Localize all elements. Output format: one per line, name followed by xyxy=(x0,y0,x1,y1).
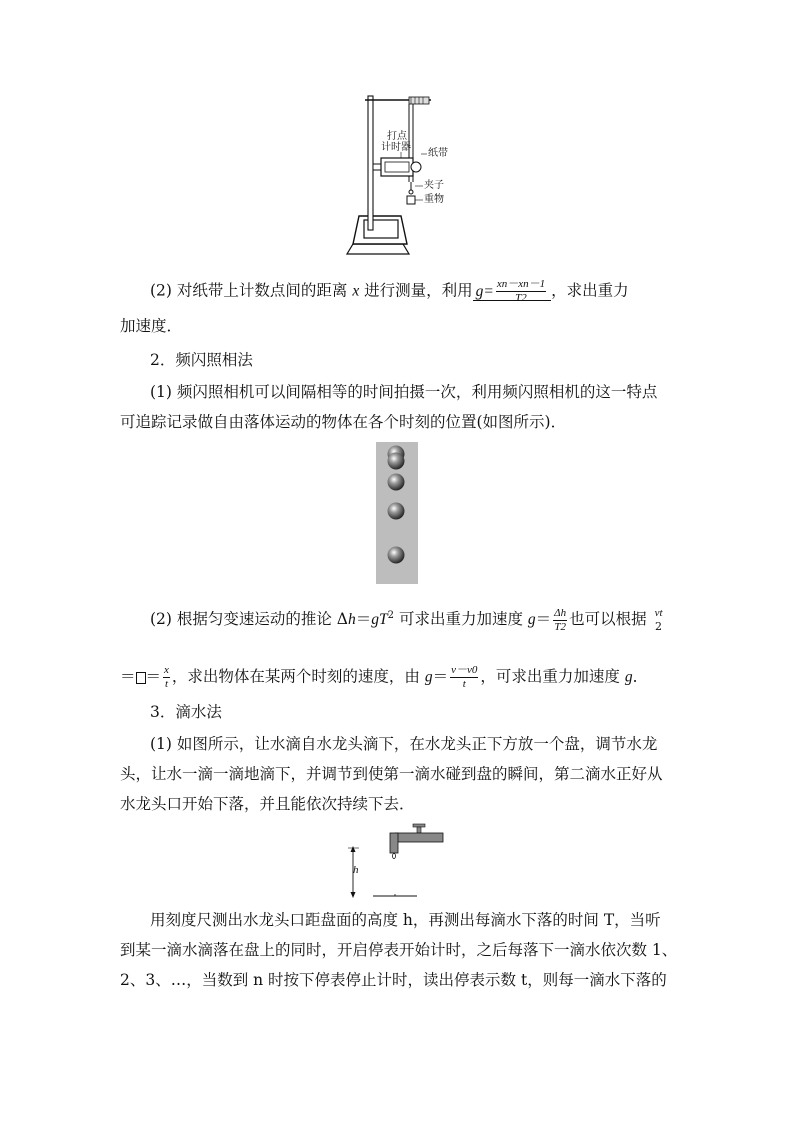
para1-prefix: (2) 对纸带上计数点间的距离 xyxy=(150,281,353,300)
formula-num: xn－xn－1 xyxy=(496,278,546,290)
ball-3 xyxy=(388,474,405,491)
var-x: x xyxy=(352,282,360,300)
ball-2 xyxy=(388,453,405,470)
section2-p2-line2 xyxy=(120,664,648,691)
p2-eq3: ＝ xyxy=(432,667,449,686)
section3-p1-line2: 头，让水一滴一滴地滴下，并调节到使第一滴水碰到盘的瞬间，第二滴水正好从 xyxy=(120,765,663,783)
ball-4 xyxy=(388,503,405,520)
dripping-tap-figure xyxy=(345,822,455,900)
p2-text-b: 可求出重力加速度 xyxy=(394,610,528,629)
section2-p2-line1 xyxy=(150,606,666,634)
p2-fraction xyxy=(553,607,567,634)
formula-den: T2 xyxy=(496,291,546,305)
section2-p1-line1: (1) 频闪照相机可以间隔相等的时间拍摄一次，利用频闪照相机的这一特点 xyxy=(150,383,658,401)
p2-v-num: v－v0 xyxy=(451,664,478,676)
ticker-timer-figure xyxy=(345,92,460,262)
p2-frac-num: Δh xyxy=(554,606,567,619)
p2-x-num: x xyxy=(164,664,169,676)
p2-vt2-num: vt xyxy=(654,607,663,620)
p2-v-den: t xyxy=(450,677,478,691)
para1-line2: 加速度． xyxy=(120,317,183,335)
p2-v-fraction xyxy=(450,664,478,691)
label-weight: 重物 xyxy=(424,194,444,205)
p2-vt2-den: 2 xyxy=(655,620,663,634)
p2-h: h xyxy=(348,611,356,629)
p2-line2-eq: ＝ xyxy=(120,667,136,686)
para1-middle: 进行测量，利用 xyxy=(359,281,473,300)
p2-line2-text-b: ，求出物体在某两个时刻的速度，由 xyxy=(171,667,425,686)
para1-suffix: ，求出重力 xyxy=(551,281,629,300)
p2-g2: g xyxy=(424,668,433,686)
p2-vt2 xyxy=(654,607,664,633)
p2-t-den: t xyxy=(164,678,168,690)
label-clip: 夹子 xyxy=(424,180,444,191)
section3-p1-line1: (1) 如图所示，让水滴自水龙头滴下，在水龙头正下方放一个盘，调节水龙 xyxy=(150,735,658,753)
section3-heading: 3．滴水法 xyxy=(150,703,222,721)
p2-end: ． xyxy=(632,667,649,686)
para1-line1 xyxy=(150,278,629,305)
p2-text-a: (2) 根据匀变速运动的推论 Δ xyxy=(150,610,349,629)
p2-sq: 2 xyxy=(387,610,395,621)
p2-line2-text-c: ，可求出重力加速度 xyxy=(480,667,625,686)
p2-text-c: 也可以根据 xyxy=(569,610,652,629)
section2-p1-line2: 可追踪记录做自由落体运动的物体在各个时刻的位置(如图所示)． xyxy=(120,413,567,431)
p2-frac-den: T2 xyxy=(554,620,566,633)
label-timer-line1: 打点 xyxy=(387,131,407,142)
section3-p2-line1: 用刻度尺测出水龙头口距盘面的高度 h，再测出每滴水下落的时间 T，当听 xyxy=(150,911,661,929)
p2-line2-eq2: ＝ xyxy=(145,667,162,686)
v-bar-box xyxy=(136,672,146,684)
p2-x-over-t xyxy=(163,664,170,691)
formula-blank xyxy=(473,278,551,304)
section3-p2-line2: 到某一滴水滴落在盘上的同时，开启停表开始计时，之后每落下一滴水依次数 1、 xyxy=(120,941,678,959)
ball-5 xyxy=(388,547,405,564)
section3-p2-line3: 2、3、…，当数到 n 时按下停表停止计时，读出停表示数 t，则每一滴水下落的 xyxy=(120,971,667,989)
section2-heading: 2．频闪照相法 xyxy=(150,351,253,369)
p2-g3: g xyxy=(624,668,633,686)
p2-gT: gT xyxy=(371,611,388,629)
p2-g: g xyxy=(527,611,536,629)
formula-lhs: g= xyxy=(475,282,494,300)
strobe-photo-figure xyxy=(376,442,418,584)
label-tape: 纸带 xyxy=(428,148,448,159)
formula-fraction xyxy=(496,278,546,305)
section3-p1-line3: 水龙头口开始下落，并且能依次持续下去． xyxy=(120,795,415,813)
label-timer-line2: 计时器 xyxy=(381,142,411,153)
fig-label-h: h xyxy=(353,864,359,876)
p2-eq2: ＝ xyxy=(535,610,552,629)
p2-eq: ＝ xyxy=(355,610,372,629)
